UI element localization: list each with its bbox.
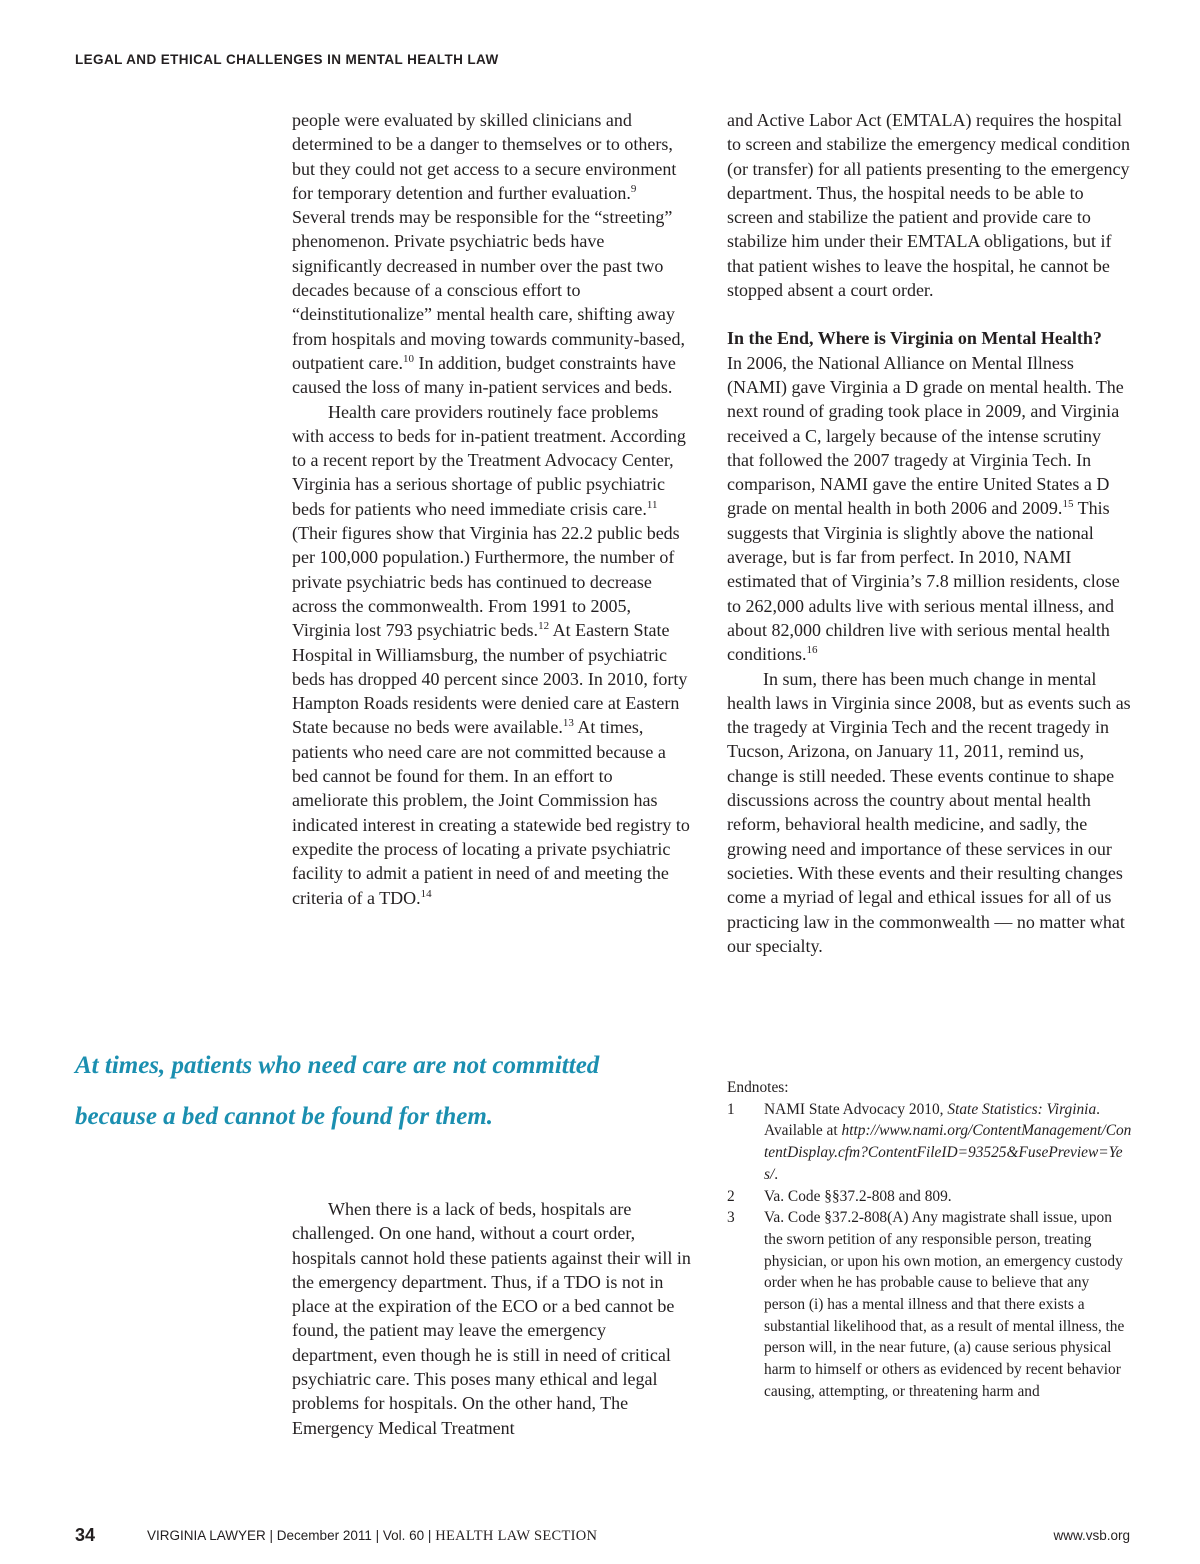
pull-quote-line: because a bed cannot be found for them.: [75, 1103, 494, 1130]
endnote-text: Va. Code §§37.2-808 and 809.: [764, 1187, 952, 1205]
endnote-item: [727, 1186, 1132, 1208]
pull-quote-line: At times, patients who need care are not committed: [75, 1052, 600, 1079]
endnote-ref: 11: [646, 498, 658, 511]
publication-info: VIRGINIA LAWYER | December 2011 | Vol. 60 | HEALTH LAW SECTION: [147, 1528, 598, 1544]
paragraph: In 2006, the National Alliance on Mental Illness (NAMI) gave Virginia a D grade on mental health. The next round of grading took place in 2009, and Virginia received a C, largely because of the intense scrutiny that followed the 2007 tragedy at Virginia Tech. In comparison, NAMI gave the entire United States a D grade on mental health in both 2006 and 2009.15 This suggests that Virginia is slightly above the national average, but is far from perfect. In 2010, NAMI estimated that of Virginia’s 7.8 million residents, close to 262,000 adults live with serious mental illness, and about 82,000 children live with serious mental health conditions.$^{16}$: [727, 352, 1124, 665]
website-link[interactable]: www.vsb.org: [1053, 1528, 1130, 1543]
endnote-number: 2: [727, 1187, 735, 1205]
endnote-ref: 14: [420, 887, 432, 900]
endnotes: [727, 1077, 1132, 1403]
endnote-ref: 12: [538, 620, 550, 633]
pull-quote: [75, 1040, 715, 1142]
issue-date: December 2011: [276, 1528, 372, 1543]
paragraph: people were evaluated by skilled clinicians and determined to be a danger to themselves or to others, but they could not get access to a secure environment for temporary detention and further evaluation.$^9$ Several trends may be responsible for the “streeting” phenomenon. Private psychiatric beds have significantly decreased in number over the past two decades because of a conscious effort to “deinstitutionalize” mental health care, shifting away from hospitals and moving towards community-based, outpatient care.$^{10}$ In addition, budget constraints have caused the loss of many in-patient services and beds.: [292, 110, 685, 398]
endnote-number: 1: [727, 1100, 735, 1118]
endnote-ref: 13: [562, 717, 574, 730]
endnotes-title: Endnotes:: [727, 1079, 789, 1096]
right-column: [727, 108, 1132, 958]
endnote-text: Va. Code §37.2-808(A) Any magistrate shall issue, upon the sworn petition of any responsible person, treating physician, or upon his own motion, an emergency custody order when he has probable cause to believe that any person (i) has a mental illness and that there exists a substantial likelihood that, as a result of mental illness, the person will, in the near future, (a) cause serious physical harm to himself or others as evidenced by recent behavior causing, attempting, or threatening harm and: [764, 1209, 1125, 1400]
publication-name: VIRGINIA LAWYER: [147, 1528, 266, 1543]
paragraph: When there is a lack of beds, hospitals are challenged. On one hand, without a court order, hospitals cannot hold these patients against their will in the emergency department. Thus, if a TDO is not in place at the expiration of the ECO or a bed cannot be found, the patient may leave the emergency department, even though he is still in need of critical psychiatric care. This poses many ethical and legal problems for hospitals. On the other hand, The Emergency Medical Treatment: [292, 1199, 691, 1438]
endnote-text: NAMI State Advocacy 2010, State Statistics: Virginia. Available at http://www.nami.org/ContentManagement/ContentDisplay.cfm?ContentFileID=93525&FusePreview=Yes/.: [764, 1100, 1132, 1183]
section-name: HEALTH LAW SECTION: [435, 1528, 598, 1544]
volume: Vol. 60: [382, 1528, 425, 1543]
running-head: LEGAL AND ETHICAL CHALLENGES IN MENTAL HEALTH LAW: [75, 52, 499, 67]
section-heading: In the End, Where is Virginia on Mental Health?: [727, 328, 1102, 349]
endnote-link[interactable]: http://www.nami.org/ContentManagement/ContentDisplay.cfm?ContentFileID=93525&FusePreview=Yes/: [764, 1122, 1132, 1183]
page-number: 34: [75, 1525, 96, 1545]
paragraph: In sum, there has been much change in mental health laws in Virginia since 2008, but as events such as the tragedy at Virginia Tech and the recent tragedy in Tucson, Arizona, on January 11, 2011, remind us, change is still needed. These events continue to shape discussions across the country about mental health reform, behavioral health medicine, and sadly, the growing need and importance of these services in our societies. With these events and their resulting changes come a myriad of legal and ethical issues for all of us practicing law in the commonwealth — no matter what our specialty.: [727, 668, 1131, 956]
paragraph: Health care providers routinely face problems with access to beds for in-patient treatment. According to a recent report by the Treatment Advocacy Center, Virginia has a serious shortage of public psychiatric beds for patients who need immediate crisis care.$^{11}$ (Their figures show that Virginia has 22.2 public beds per 100,000 population.) Furthermore, the number of private psychiatric beds has continued to decrease across the commonwealth. From 1991 to 2005, Virginia lost 793 psychiatric beds.$^{12}$ At Eastern State Hospital in Williamsburg, the number of psychiatric beds has dropped 40 percent since 2003. In 2010, forty Hampton Roads residents were denied care at Eastern State because no beds were available.$^{13}$ At times, patients who need care are not committed because a bed cannot be found for them. In an effort to ameliorate this problem, the Joint Commission has indicated interest in creating a statewide bed registry to expedite the process of locating a private psychiatric facility to admit a patient in need of and meeting the criteria of a TDO.$^{14}$: [292, 401, 690, 908]
endnote-ref: 16: [806, 644, 818, 657]
paragraph: and Active Labor Act (EMTALA) requires the hospital to screen and stabilize the emergency medical condition (or transfer) for all patients presenting to the emergency department. Thus, the hospital needs to be able to screen and stabilize the patient and provide care to stabilize him under their EMTALA obligations, but if that patient wishes to leave the hospital, he cannot be stopped absent a court order.: [727, 110, 1131, 301]
endnote-number: 3: [727, 1209, 735, 1227]
endnote-ref: 9: [630, 182, 637, 195]
endnote-ref: 15: [1062, 498, 1074, 511]
endnote-item: [727, 1099, 1132, 1186]
endnote-ref: 10: [402, 352, 414, 365]
endnote-item: [727, 1207, 1132, 1402]
left-column-bottom: [292, 1197, 692, 1440]
left-column-top: [292, 108, 692, 910]
